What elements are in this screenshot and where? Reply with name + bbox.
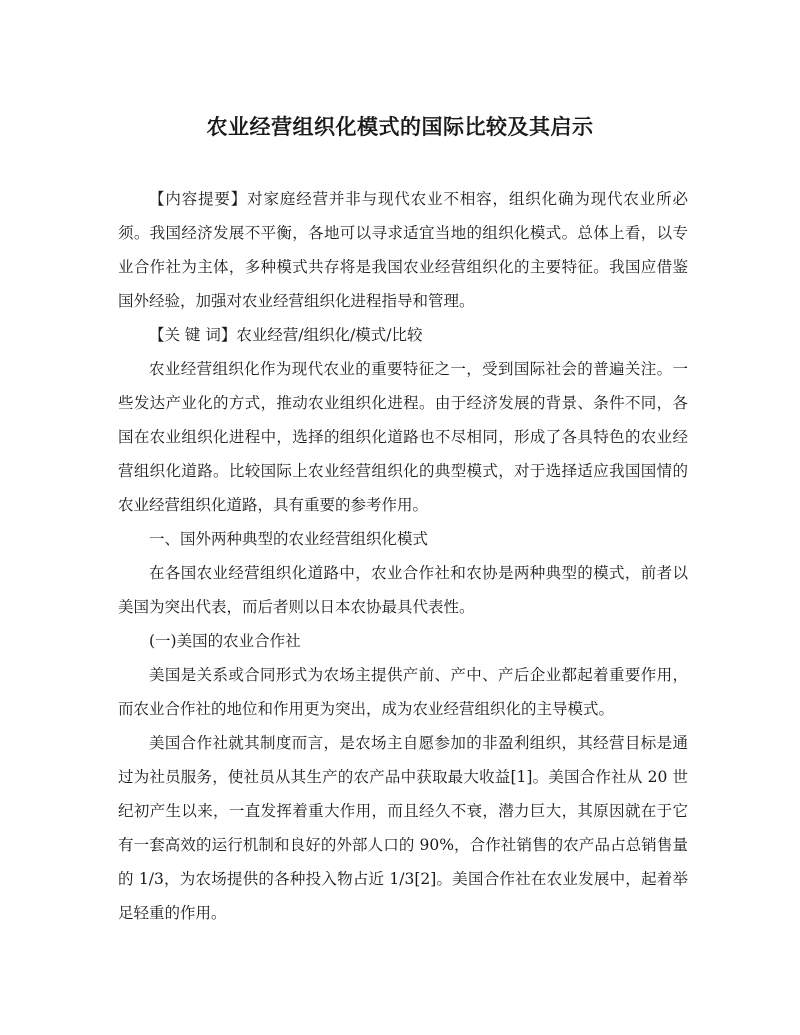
section-paragraph: 在各国农业经营组织化道路中，农业合作社和农协是两种典型的模式，前者以美国为突出代表，而后者则以日本农协最具代表性。: [118, 564, 688, 616]
section-heading: 一、国外两种典型的农业经营组织化模式: [149, 530, 429, 548]
document-title: 农业经营组织化模式的国际比较及其启示: [206, 114, 594, 139]
subsection-heading: (一)美国的农业合作社: [149, 632, 301, 650]
abstract-paragraph: 【内容提要】对家庭经营并非与现代农业不相容，组织化确为现代农业所必须。我国经济发展不平衡，各地可以寻求适宜当地的组织化模式。总体上看，以专业合作社为主体，多种模式共存将是我国农业经营组织化的主要特征。我国应借鉴国外经验，加强对农业经营组织化进程指导和管理。: [118, 190, 688, 310]
keywords-paragraph: 【关 键 词】农业经营/组织化/模式/比较: [149, 326, 423, 344]
intro-paragraph: 农业经营组织化作为现代农业的重要特征之一，受到国际社会的普遍关注。一些发达产业化的方式，推动农业组织化进程。由于经济发展的背景、条件不同，各国在农业组织化进程中，选择的组织化道路也不尽相同，形成了各具特色的农业经营组织化道路。比较国际上农业经营组织化的典型模式，对于选择适应我国国情的农业经营组织化道路，具有重要的参考作用。: [118, 360, 688, 514]
subsection-paragraph-2: 美国合作社就其制度而言，是农场主自愿参加的非盈利组织，其经营目标是通过为社员服务，使社员从其生产的农产品中获取最大收益[1]。美国合作社从 20 世纪初产生以来，一直发挥着重大作用，而且经久不衰，潜力巨大，其原因就在于它有一套高效的运行机制和良好的外部人口的 90%，合作社销售的农产品占总销售量的 1/3，为农场提供的各种投入物占近 1/3[2]。美国合作社在农业发展中，起着举足轻重的作用。: [118, 734, 688, 922]
subsection-paragraph-1: 美国是关系或合同形式为农场主提供产前、产中、产后企业都起着重要作用，而农业合作社的地位和作用更为突出，成为农业经营组织化的主导模式。: [118, 666, 688, 718]
document-body: [118, 182, 688, 930]
